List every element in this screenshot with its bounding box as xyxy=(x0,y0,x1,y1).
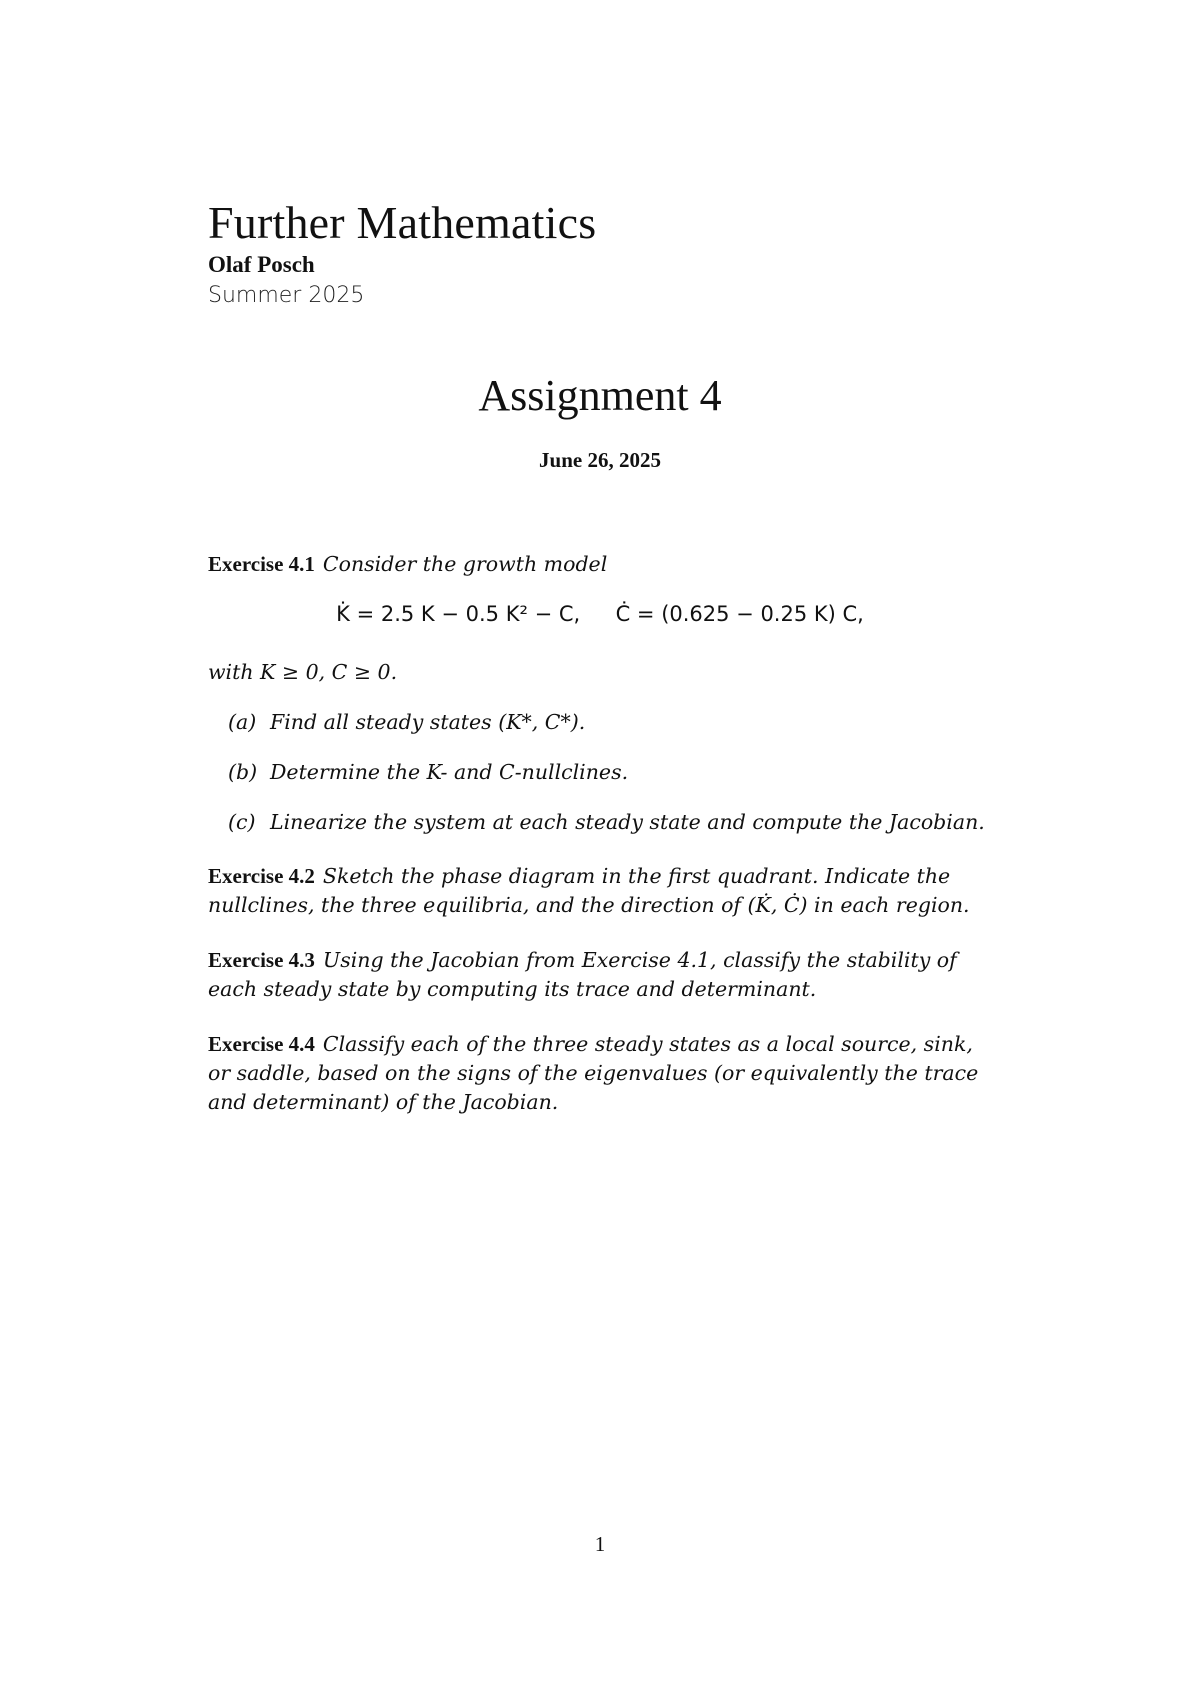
exercise-text: Classify each of the three steady states as a local source, sink, or saddle, based on the signs of the eigenvalues (or equivalently the trace and determinant) of the Jacobian. xyxy=(208,1032,979,1114)
author-name: Olaf Posch xyxy=(208,252,315,277)
part-a xyxy=(228,708,585,737)
part-text: Find all steady states (K*, C*). xyxy=(270,710,586,734)
exercise-text: Sketch the phase diagram in the first quadrant. Indicate the nullclines, the three equilibria, and the direction of (K̇, Ċ) in each region. xyxy=(208,864,970,917)
exercise-4-2 xyxy=(208,862,998,920)
exercise-text: Using the Jacobian from Exercise 4.1, classify the stability of each steady state by computing its trace and determinant. xyxy=(208,948,957,1001)
exercise-4-1-intro xyxy=(208,550,998,579)
part-label: (a) xyxy=(228,710,257,734)
constraint-text: with K ≥ 0, C ≥ 0. xyxy=(208,660,398,684)
exercise-text: Consider the growth model xyxy=(322,552,608,576)
equation-k-dot: K̇ = 2.5 K − 0.5 K² − C, xyxy=(336,602,581,626)
part-text: Determine the K- and C-nullclines. xyxy=(270,760,629,784)
equation-c-dot: Ċ = (0.625 − 0.25 K) C, xyxy=(615,602,864,626)
part-label: (c) xyxy=(228,810,256,834)
part-text: Linearize the system at each steady state and compute the Jacobian. xyxy=(270,810,985,834)
exercise-4-4 xyxy=(208,1030,998,1117)
part-c xyxy=(228,808,985,837)
assignment-title: Assignment 4 xyxy=(478,371,722,420)
assignment-date: June 26, 2025 xyxy=(539,448,661,472)
exercise-label: Exercise 4.2 xyxy=(208,864,315,888)
course-title: Further Mathematics xyxy=(208,197,597,248)
page-number: 1 xyxy=(594,1532,606,1556)
part-b xyxy=(228,758,628,787)
part-label: (b) xyxy=(228,760,258,784)
term: Summer 2025 xyxy=(208,283,365,308)
growth-model-equation xyxy=(0,602,1200,626)
exercise-label: Exercise 4.4 xyxy=(208,1032,315,1056)
exercise-4-3 xyxy=(208,946,998,1004)
exercise-label: Exercise 4.3 xyxy=(208,948,315,972)
exercise-label: Exercise 4.1 xyxy=(208,552,315,576)
